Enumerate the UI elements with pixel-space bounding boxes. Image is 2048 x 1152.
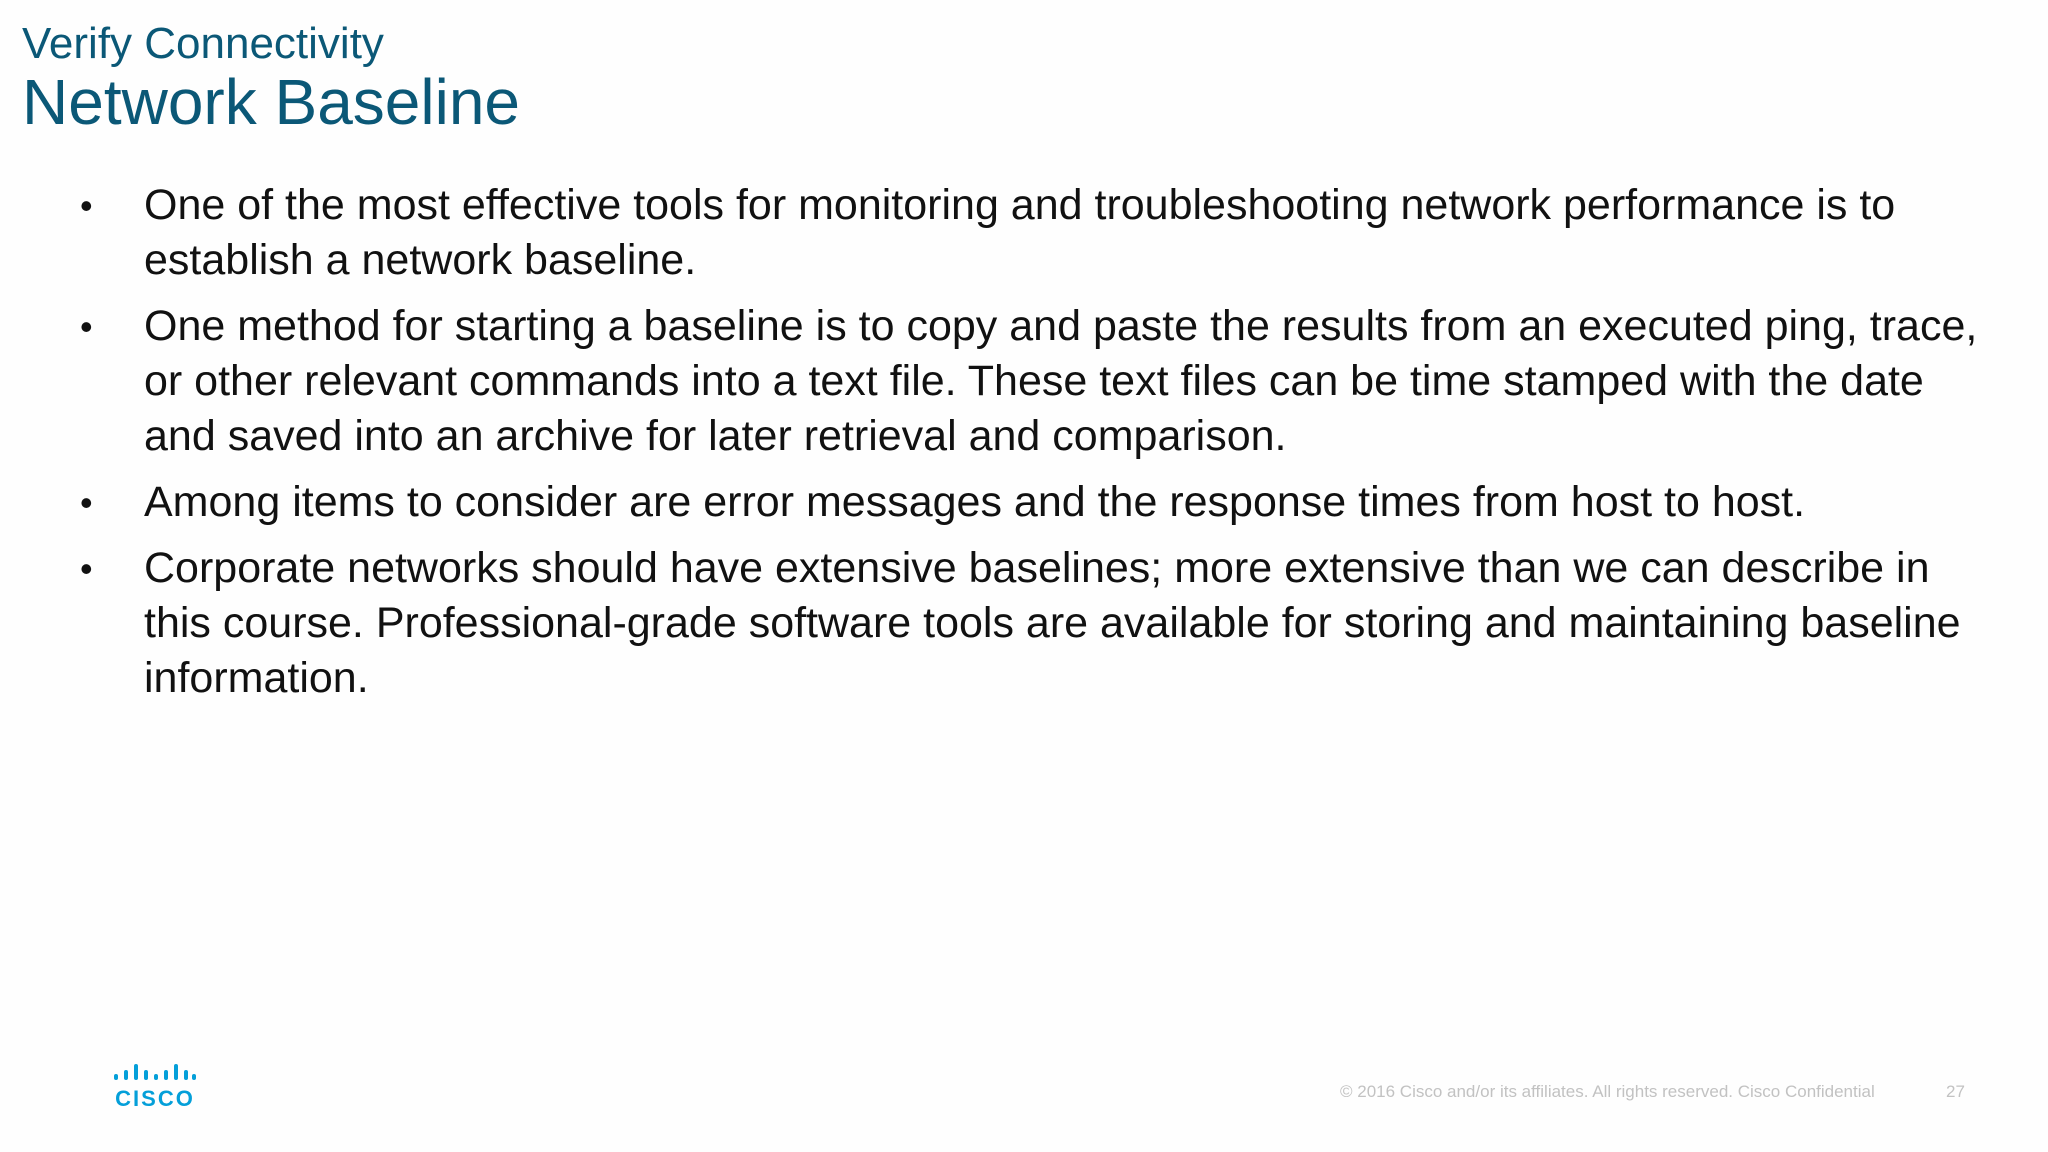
page-number: 27 (1946, 1082, 1965, 1101)
bullet-item (80, 299, 1980, 464)
cisco-bridge-icon (112, 1062, 198, 1086)
bullet-text: Corporate networks should have extensive baselines; more extensive than we can describe in this course. Professional-grade software tools are available for storing and maintaining baseline information. (144, 544, 1961, 702)
bullet-icon: • (80, 482, 93, 523)
bullet-text: One of the most effective tools for monitoring and troubleshooting network performance is to establish a network baseline. (144, 181, 1896, 284)
bullet-item (80, 541, 1980, 706)
slide-header (22, 18, 520, 138)
cisco-logo-text: CISCO (115, 1086, 195, 1111)
bullet-icon: • (80, 185, 93, 226)
copyright-notice: © 2016 Cisco and/or its affiliates. All rights reserved. Cisco Confidential (1340, 1082, 1875, 1101)
bullet-list (80, 178, 1980, 717)
bullet-text: Among items to consider are error messages and the response times from host to host. (144, 478, 1806, 526)
bullet-icon: • (80, 548, 93, 589)
bullet-icon: • (80, 306, 93, 347)
cisco-logo (112, 1062, 198, 1112)
slide-title: Network Baseline (22, 66, 520, 138)
slide-subtitle: Verify Connectivity (22, 19, 384, 68)
bullet-item (80, 475, 1980, 530)
bullet-text: One method for starting a baseline is to copy and paste the results from an executed ping, trace, or other relevant commands into a text file. These text files can be time stamped with the date and saved into an archive for later retrieval and comparison. (144, 302, 1978, 460)
bullet-item (80, 178, 1980, 288)
